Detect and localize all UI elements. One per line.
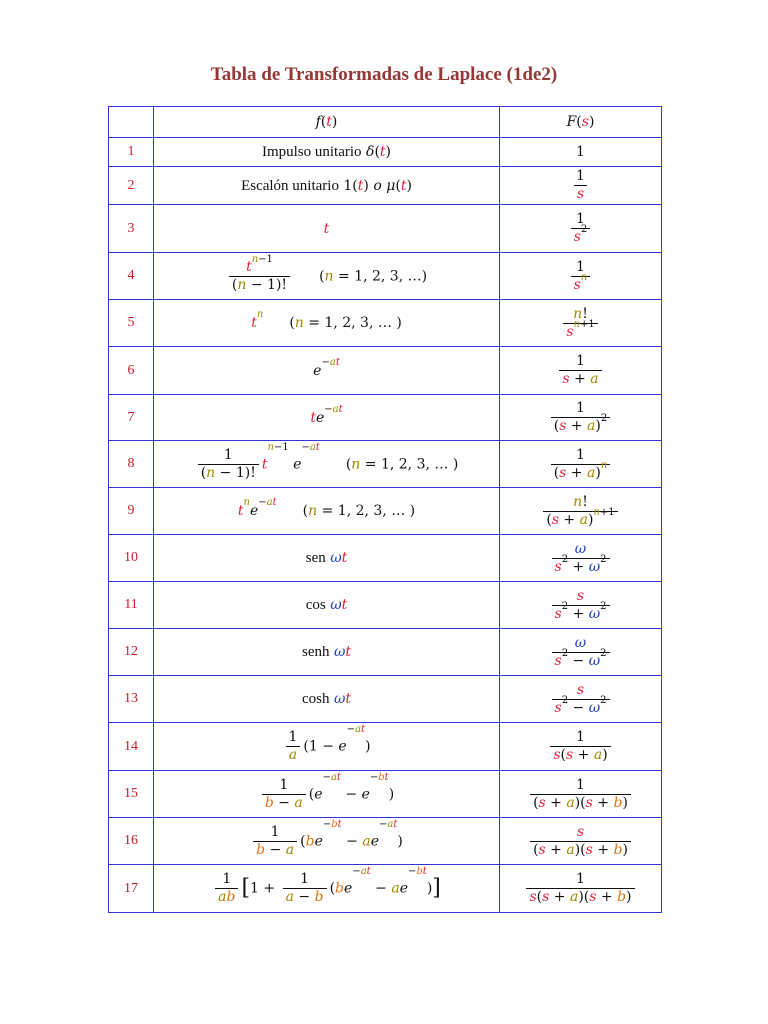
row-ft: senh ωt [154, 629, 500, 676]
row-ft: Escalón unitario 1(t) o μ(t) [154, 167, 500, 205]
header-index-cell [109, 107, 154, 138]
table-row [109, 723, 662, 771]
row-ft: $\frac{1}{b - a}$ $(be^{-bt} - ae^{-at})$ [154, 818, 500, 865]
row-Fs: 1 [500, 138, 662, 167]
row-number: 4 [109, 253, 154, 300]
row-number: 2 [109, 167, 154, 205]
row-Fs: $\frac{1}{s + a}$ [500, 347, 662, 395]
row-number: 1 [109, 138, 154, 167]
row-Fs: $\frac{1}{s}$ [500, 167, 662, 205]
row-ft: $\frac{t^{n-1}}{(n - 1)!}$ (n = 1, 2, 3, …) [154, 253, 500, 300]
row-number: 12 [109, 629, 154, 676]
row-Fs: $\frac{\omega}{s^2 - \omega^2}$ [500, 629, 662, 676]
row-Fs: $\frac{1}{s(s + a)(s + b)}$ [500, 865, 662, 913]
row-Fs: $\frac{\omega}{s^2 + \omega^2}$ [500, 535, 662, 582]
table-row [109, 818, 662, 865]
row-Fs: $\frac{s}{s^2 + \omega^2}$ [500, 582, 662, 629]
row-ft: $t^n(n = 1$, 2, 3, … ) [154, 300, 500, 347]
row-Fs: $\frac{1}{(s + a)(s + b)}$ [500, 771, 662, 818]
row-Fs: $\frac{1}{s^2}$ [500, 205, 662, 253]
row-Fs: $\frac{s}{(s + a)(s + b)}$ [500, 818, 662, 865]
row-ft: cos ωt [154, 582, 500, 629]
table-row [109, 138, 662, 167]
row-ft: cosh ωt [154, 676, 500, 723]
row-Fs: $\frac{1}{s(s + a)}$ [500, 723, 662, 771]
table-row [109, 205, 662, 253]
row-ft: $\frac{1}{(n - 1)!}$ $t^{n-1}$ $e^{-at}(n = 1$, 2, 3, … ) [154, 441, 500, 488]
table-header-row [109, 107, 662, 138]
row-number: 15 [109, 771, 154, 818]
row-number: 11 [109, 582, 154, 629]
row-number: 17 [109, 865, 154, 913]
row-Fs: $\frac{n!}{(s + a)^{n+1}}$ [500, 488, 662, 535]
row-ft: Impulso unitario δ(t) [154, 138, 500, 167]
row-number: 9 [109, 488, 154, 535]
table-row [109, 488, 662, 535]
table-row [109, 629, 662, 676]
table-row [109, 167, 662, 205]
table-row [109, 582, 662, 629]
row-ft: $e^{-at}$ [154, 347, 500, 395]
row-ft: sen ωt [154, 535, 500, 582]
row-number: 14 [109, 723, 154, 771]
row-ft: $\frac{1}{ab}$ [1 + $\frac{1}{a - b}$ $(be^{-at} - ae^{-bt})$] [154, 865, 500, 913]
row-ft: t [154, 205, 500, 253]
row-number: 5 [109, 300, 154, 347]
table-row [109, 771, 662, 818]
row-ft: $\frac{1}{a}$ $(1 - e^{-at})$ [154, 723, 500, 771]
row-number: 13 [109, 676, 154, 723]
row-Fs: $\frac{1}{(s + a)^n}$ [500, 441, 662, 488]
table-row [109, 441, 662, 488]
row-number: 16 [109, 818, 154, 865]
header-Fs: F(s) [500, 107, 662, 138]
page-title: Tabla de Transformadas de Laplace (1de2) [210, 64, 558, 85]
row-number: 7 [109, 395, 154, 441]
row-number: 8 [109, 441, 154, 488]
row-Fs: $\frac{1}{(s + a)^2}$ [500, 395, 662, 441]
row-number: 10 [109, 535, 154, 582]
row-ft: $te^{-at}$ [154, 395, 500, 441]
row-ft: $\frac{1}{b - a}$ $(e^{-at} - e^{-bt})$ [154, 771, 500, 818]
header-ft: f(t) [154, 107, 500, 138]
laplace-table [108, 106, 662, 913]
table-row [109, 535, 662, 582]
row-Fs: $\frac{n!}{s^{n+1}}$ [500, 300, 662, 347]
table-row [109, 253, 662, 300]
table-row [109, 300, 662, 347]
table-row [109, 395, 662, 441]
row-Fs: $\frac{s}{s^2 - \omega^2}$ [500, 676, 662, 723]
table-row [109, 347, 662, 395]
row-ft: $t^ne^{-at}(n = 1$, 2, 3, … ) [154, 488, 500, 535]
row-number: 3 [109, 205, 154, 253]
table-row [109, 676, 662, 723]
row-number: 6 [109, 347, 154, 395]
table-row [109, 865, 662, 913]
row-Fs: $\frac{1}{s^n}$ [500, 253, 662, 300]
